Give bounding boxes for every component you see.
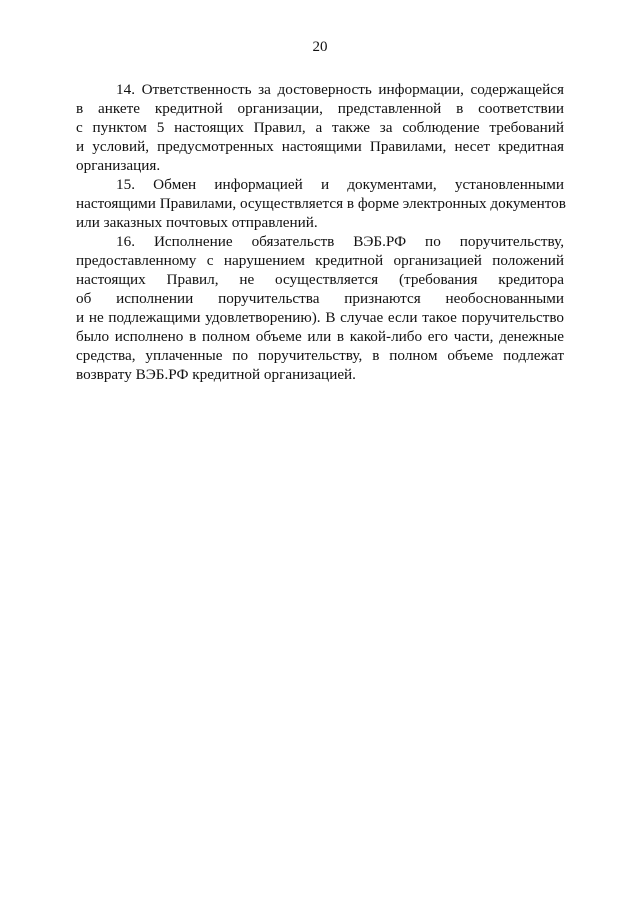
text-line: средства, уплаченные по поручительству, в полном объеме подлежат — [76, 347, 564, 364]
text-line: 16. Исполнение обязательств ВЭБ.РФ по поручительству, — [116, 233, 564, 250]
text-line: возврату ВЭБ.РФ кредитной организацией. — [76, 366, 356, 383]
text-line: или заказных почтовых отправлений. — [76, 214, 318, 231]
page-number: 20 — [312, 39, 328, 55]
paragraph-15 — [76, 175, 564, 232]
document-body — [76, 80, 564, 384]
text-line: и условий, предусмотренных настоящими Правилами, несет кредитная — [76, 138, 564, 155]
text-line: настоящими Правилами, осуществляется в форме электронных документов — [76, 195, 566, 212]
text-line: было исполнено в полном объеме или в какой-либо его части, денежные — [76, 328, 564, 345]
text-line: 14. Ответственность за достоверность информации, содержащейся — [116, 81, 564, 98]
text-line: организация. — [76, 157, 161, 174]
text-line: предоставленному с нарушением кредитной организацией положений — [76, 252, 564, 269]
paragraph-14 — [76, 80, 564, 175]
text-line: и не подлежащими удовлетворению). В случае если такое поручительство — [76, 309, 564, 326]
text-line: настоящих Правил, не осуществляется (требования кредитора — [76, 271, 564, 288]
text-line: с пунктом 5 настоящих Правил, а также за соблюдение требований — [76, 119, 564, 136]
text-line: в анкете кредитной организации, представленной в соответствии — [76, 100, 564, 117]
text-line: 15. Обмен информацией и документами, установленными — [116, 176, 564, 193]
paragraph-16 — [76, 232, 564, 384]
text-line: об исполнении поручительства признаются необоснованными — [76, 290, 564, 307]
